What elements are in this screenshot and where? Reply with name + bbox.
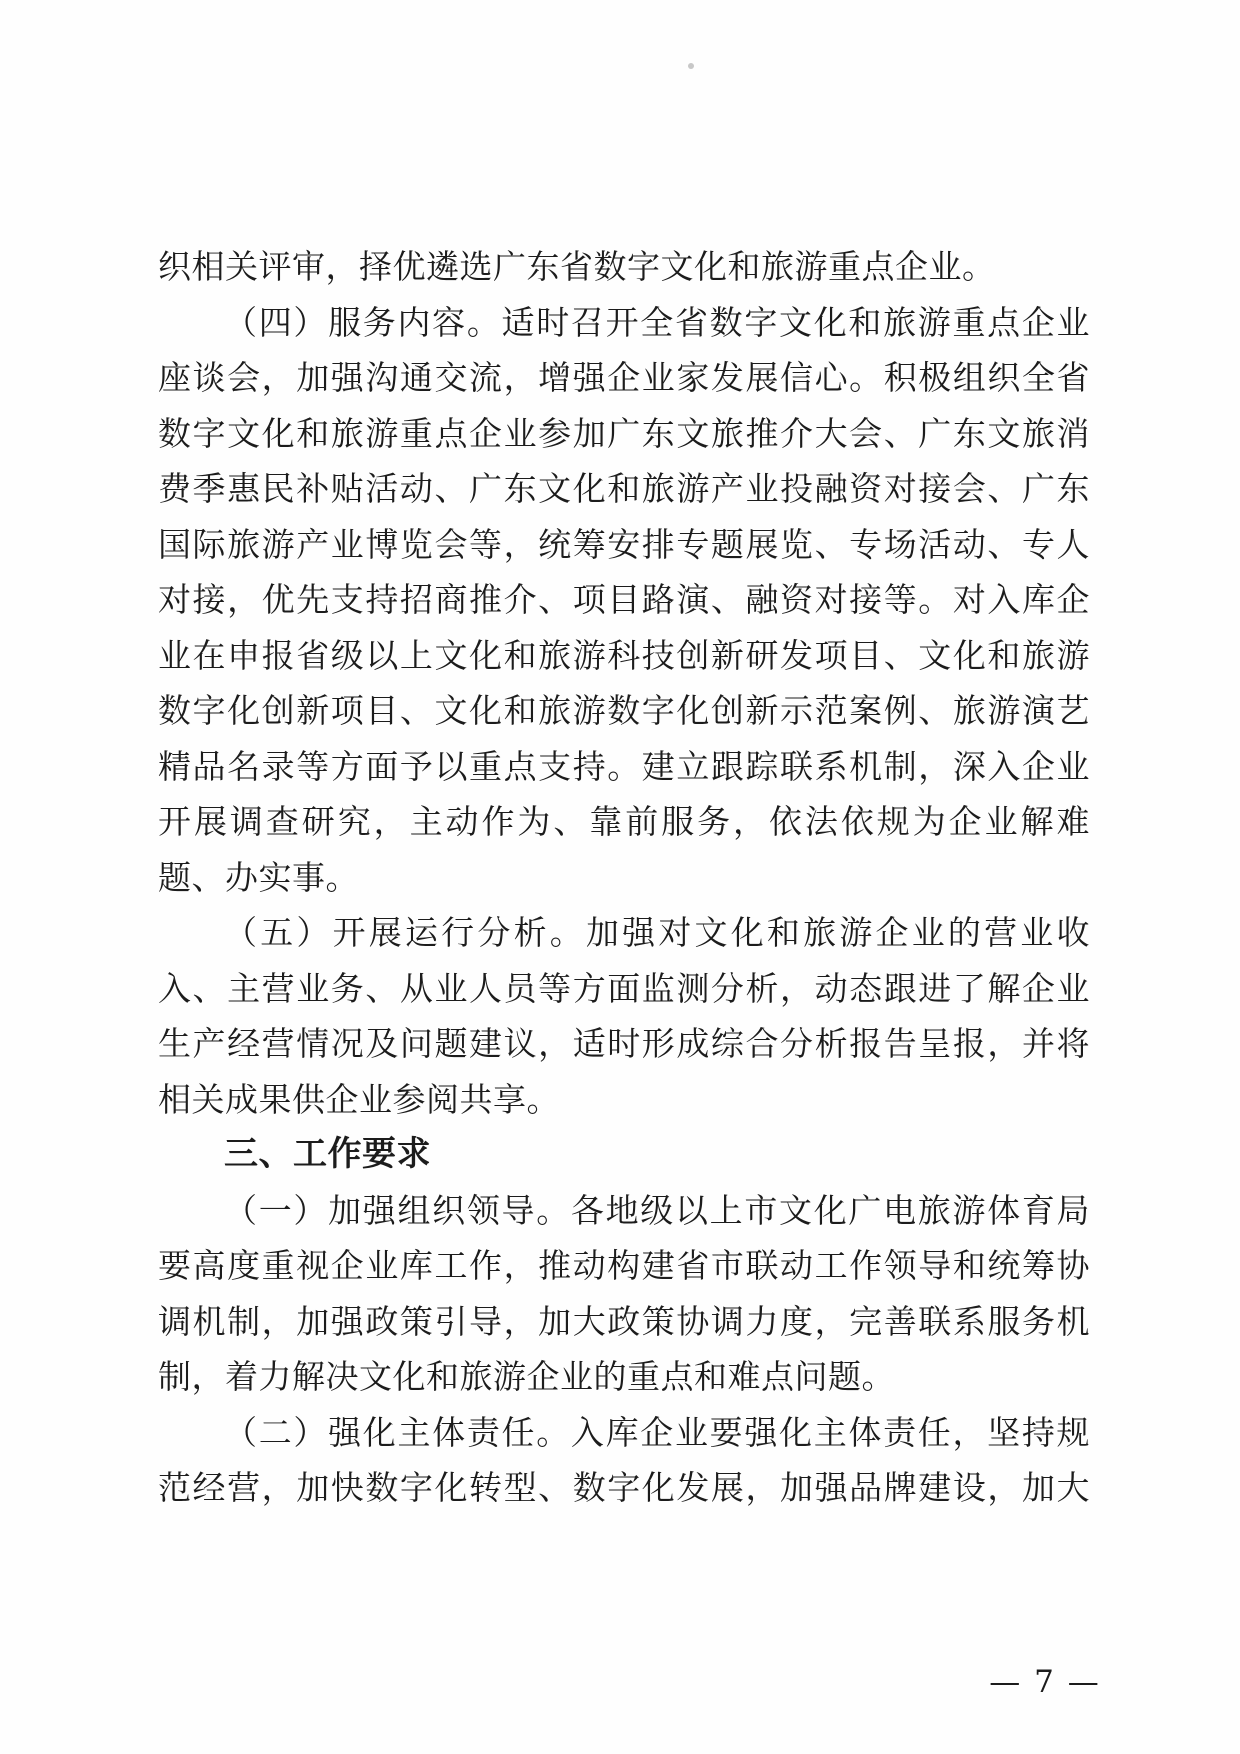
body-line: 费季惠民补贴活动、广东文化和旅游产业投融资对接会、广东 xyxy=(158,469,1090,508)
body-line: 精品名录等方面予以重点支持。建立跟踪联系机制，深入企业 xyxy=(158,746,1090,786)
document-body xyxy=(158,239,1090,1516)
section-heading: 三、工作要求 xyxy=(224,1134,431,1174)
body-line: 数字文化和旅游重点企业参加广东文旅推介大会、广东文旅消 xyxy=(158,413,1090,453)
paragraph-end-line: 题、办实事。 xyxy=(158,857,359,897)
body-line: 国际旅游产业博览会等，统筹安排专题展览、专场活动、专人 xyxy=(158,524,1090,564)
paragraph-start-line-five: （五）开展运行分析。加强对文化和旅游企业的营业收 xyxy=(224,913,1090,952)
body-line: 数字化创新项目、文化和旅游数字化创新示范案例、旅游演艺 xyxy=(158,691,1090,730)
page-number: — 7 — xyxy=(989,1664,1101,1700)
body-line: 对接，优先支持招商推介、项目路演、融资对接等。对入库企 xyxy=(158,580,1090,619)
body-line: 调机制，加强政策引导，加大政策协调力度，完善联系服务机 xyxy=(158,1301,1090,1341)
scan-artifact-dot xyxy=(688,63,694,69)
body-line: 业在申报省级以上文化和旅游科技创新研发项目、文化和旅游 xyxy=(158,635,1090,675)
body-line: 生产经营情况及问题建议，适时形成综合分析报告呈报，并将 xyxy=(158,1024,1090,1063)
body-line: 要高度重视企业库工作，推动构建省市联动工作领导和统筹协 xyxy=(158,1246,1090,1285)
body-line: 范经营，加快数字化转型、数字化发展，加强品牌建设，加大 xyxy=(158,1468,1090,1507)
paragraph-start-line-two: （二）强化主体责任。入库企业要强化主体责任，坚持规 xyxy=(224,1412,1090,1452)
body-line: 织相关评审，择优遴选广东省数字文化和旅游重点企业。 xyxy=(158,247,996,286)
paragraph-end-line: 相关成果供企业参阅共享。 xyxy=(158,1079,560,1119)
body-line: 开展调查研究，主动作为、靠前服务，依法依规为企业解难 xyxy=(158,802,1090,841)
body-line: 座谈会，加强沟通交流，增强企业家发展信心。积极组织全省 xyxy=(158,358,1090,397)
paragraph-end-line: 制，着力解决文化和旅游企业的重点和难点问题。 xyxy=(158,1357,895,1396)
body-line: 入、主营业务、从业人员等方面监测分析，动态跟进了解企业 xyxy=(158,968,1090,1008)
paragraph-start-line-four: （四）服务内容。适时召开全省数字文化和旅游重点企业 xyxy=(224,302,1090,342)
paragraph-start-line-one: （一）加强组织领导。各地级以上市文化广电旅游体育局 xyxy=(224,1190,1090,1230)
